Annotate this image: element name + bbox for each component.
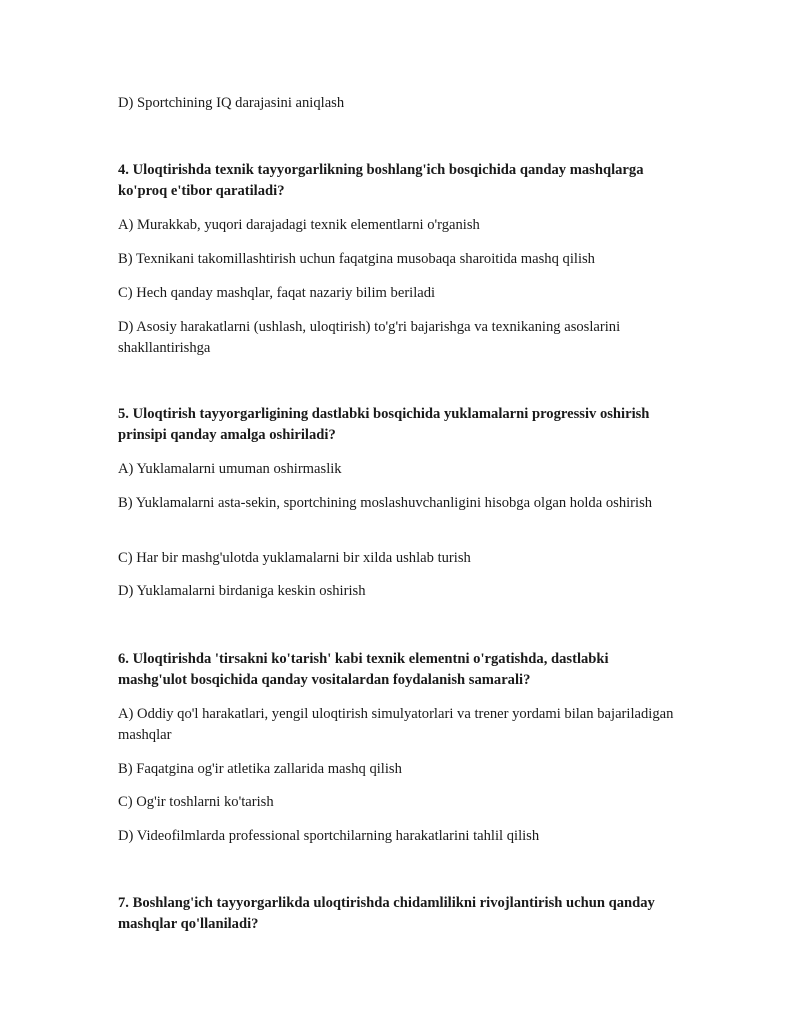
- q5-option-c: C) Har bir mashg'ulotda yuklamalarni bir xilda ushlab turish: [118, 550, 471, 566]
- q6-option-d: D) Videofilmlarda professional sportchilarning harakatlarini tahlil qilish: [118, 828, 540, 844]
- q6-option-b: B) Faqatgina og'ir atletika zallarida mashq qilish: [118, 761, 402, 777]
- q4-option-d: D) Asosiy harakatlarni (ushlash, uloqtirish) to'g'ri bajarishga va texnikaning asoslarini shakllantirishga: [118, 319, 621, 356]
- q5-option-b: B) Yuklamalarni asta-sekin, sportchining moslashuvchanligini hisobga olgan holda oshirish: [118, 495, 653, 511]
- q5-option-d: D) Yuklamalarni birdaniga keskin oshirish: [118, 583, 366, 599]
- q4-option-c: C) Hech qanday mashqlar, faqat nazariy bilim beriladi: [118, 285, 436, 301]
- q6-option-c: C) Og'ir toshlarni ko'tarish: [118, 794, 274, 810]
- q6-option-a: A) Oddiy qo'l harakatlari, yengil uloqtirish simulyatorlari va trener yordami bilan bajariladigan mashqlar: [118, 706, 674, 743]
- q5-option-a: A) Yuklamalarni umuman oshirmaslik: [118, 461, 342, 477]
- question-5: 5. Uloqtirish tayyorgarligining dastlabki bosqichida yuklamalarni progressiv oshirish prinsipi qanday amalga oshiriladi?: [118, 406, 650, 443]
- q4-option-a: A) Murakkab, yuqori darajadagi texnik elementlarni o'rganish: [118, 217, 480, 233]
- q4-option-b: B) Texnikani takomillashtirish uchun faqatgina musobaqa sharoitida mashq qilish: [118, 251, 595, 267]
- question-6: 6. Uloqtirishda 'tirsakni ko'tarish' kabi texnik elementni o'rgatishda, dastlabki mashg'ulot bosqichida qanday vositalardan foydalanish samarali?: [118, 651, 609, 688]
- question-7: 7. Boshlang'ich tayyorgarlikda uloqtirishda chidamlilikni rivojlantirish uchun qanday mashqlar qo'llaniladi?: [118, 895, 655, 932]
- question-4: 4. Uloqtirishda texnik tayyorgarlikning boshlang'ich bosqichida qanday mashqlarga ko'proq e'tibor qaratiladi?: [118, 162, 644, 199]
- option-d-previous: D) Sportchining IQ darajasini aniqlash: [118, 95, 345, 111]
